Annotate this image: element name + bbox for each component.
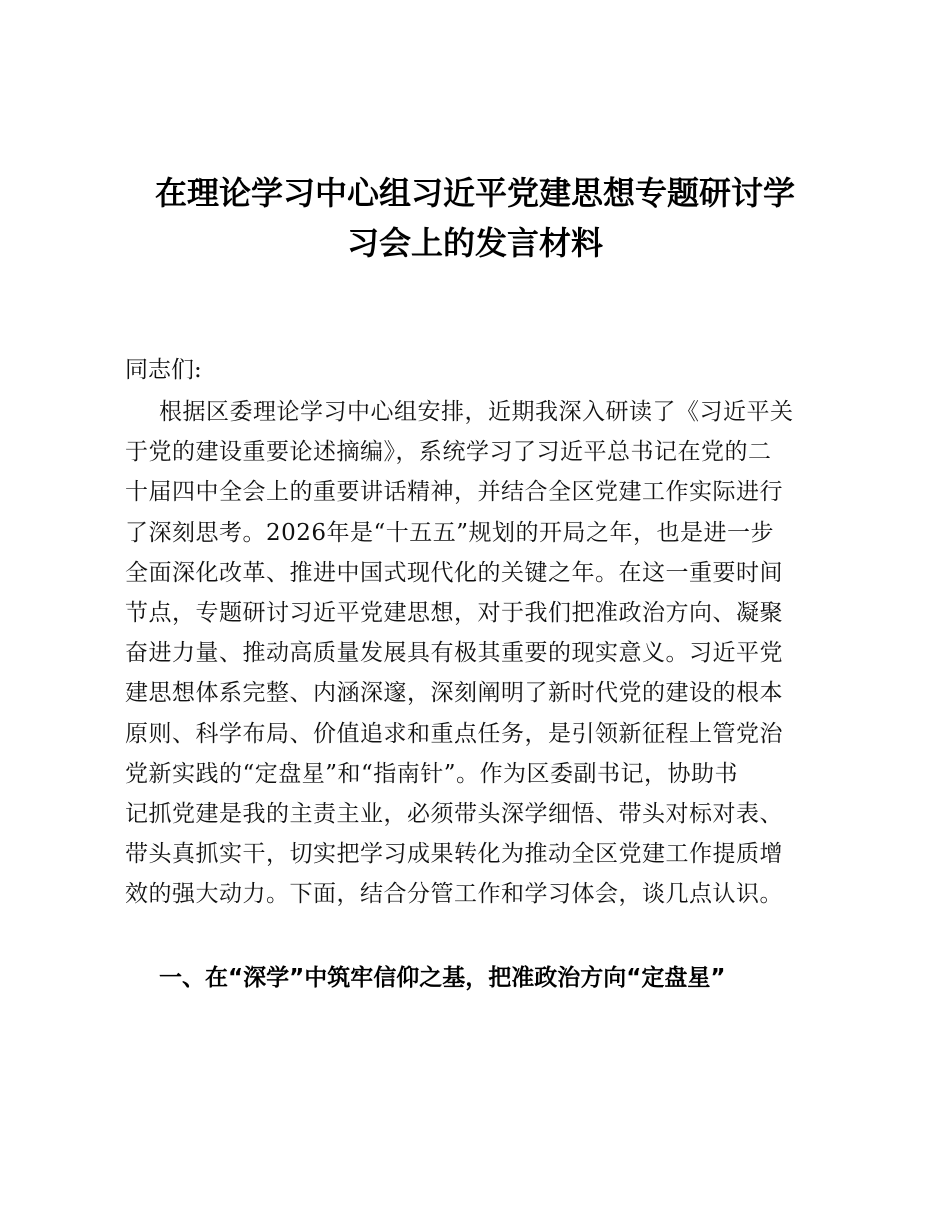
paragraph-line: 记抓党建是我的主责主业，必须带头深学细悟、带头对标对表、 <box>125 800 783 827</box>
paragraph-line: 十届四中全会上的重要讲话精神，并结合全区党建工作实际进行 <box>125 479 783 506</box>
paragraph-line: 于党的建设重要论述摘编》，系统学习了习近平总书记在党的二 <box>125 439 772 466</box>
section-heading: 一、在“深学”中筑牢信仰之基，把准政治方向“定盘星” <box>159 965 726 991</box>
paragraph-line: 奋进力量、推动高质量发展具有极其重要的现实意义。习近平党 <box>125 640 783 667</box>
paragraph-line: 根据区委理论学习中心组安排，近期我深入研读了《习近平关 <box>159 399 794 425</box>
body-paragraph <box>125 392 825 914</box>
document-title <box>125 168 825 268</box>
paragraph-line: 带头真抓实干，切实把学习成果转化为推动全区党建工作提质增 <box>125 841 783 868</box>
paragraph-line: 建思想体系完整、内涵深邃，深刻阐明了新时代党的建设的根本 <box>125 680 783 707</box>
paragraph-line: 全面深化改革、推进中国式现代化的关键之年。在这一重要时间 <box>125 559 783 586</box>
title-line-1: 在理论学习中心组习近平党建思想专题研讨学 <box>154 174 795 212</box>
paragraph-line: 原则、科学布局、价值追求和重点任务，是引领新征程上管党治 <box>125 720 783 747</box>
paragraph-line: 党新实践的“定盘星”和“指南针”。作为区委副书记，协助书 <box>125 760 739 787</box>
salutation: 同志们: <box>125 357 202 383</box>
paragraph-line: 了深刻思考。2026年是“十五五”规划的开局之年，也是进一步 <box>125 519 775 546</box>
paragraph-line: 效的强大动力。下面，结合分管工作和学习体会，谈几点认识。 <box>125 881 783 908</box>
title-line-2: 习会上的发言材料 <box>346 224 603 262</box>
paragraph-line: 节点，专题研讨习近平党建思想，对于我们把准政治方向、凝聚 <box>125 599 783 626</box>
